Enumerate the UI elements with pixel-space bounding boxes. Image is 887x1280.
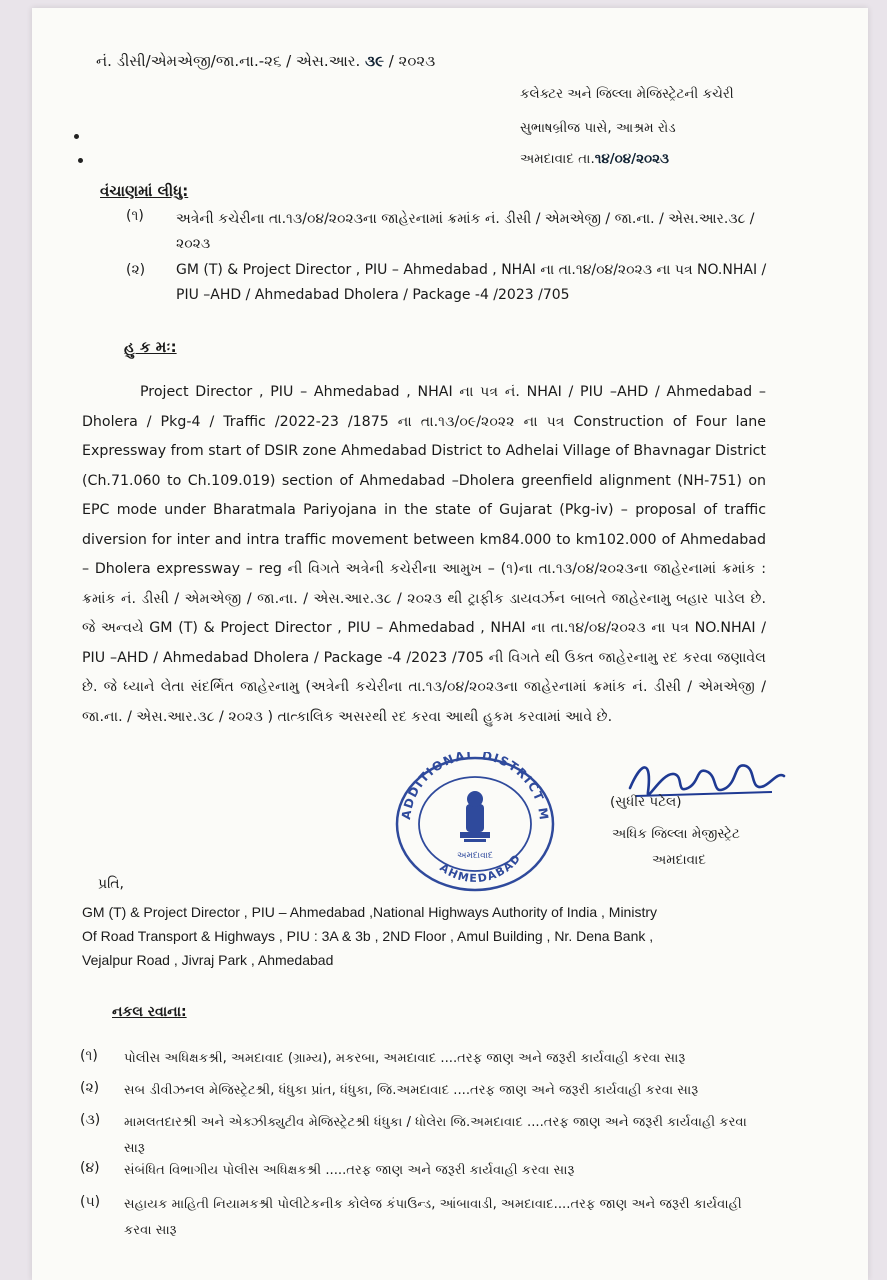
punch-mark (78, 158, 83, 163)
read-item-text: અત્રેની કચેરીના તા.૧૩/૦૪/૨૦૨૩ના જાહેરનામાં ક્રમાંક નં. ડીસી / એમએજી / જા.ના. / એસ.આર.૩૮ / ૨૦૨૩ (176, 211, 755, 252)
copy-item-text: સબ ડીવીઝનલ મેજિસ્ટ્રેટશ્રી, ધંધુકા પ્રાંત, ધંધુકા, જિ.અમદાવાદ ....તરફ જાણ અને જરૂરી કાર્યવાહી કરવા સારૂ (124, 1083, 699, 1098)
signatory-place: અમદાવાદ (652, 852, 706, 868)
read-item-text: GM (T) & Project Director , PIU – Ahmedabad , NHAI ના તા.૧૪/૦૪/૨૦૨૩ ના પત્ર NO.NHAI / PIU –AHD / Ahmedabad Dholera / Package -4 /2023 /705 (176, 262, 767, 303)
signatory-designation: અધિક જિલ્લા મેજીસ્ટ્રેટ (612, 826, 740, 842)
copy-item-text: પોલીસ અધિક્ષકશ્રી, અમદાવાદ (ગ્રામ્ય), મકરબા, અમદાવાદ ....તરફ જાણ અને જરૂરી કાર્યવાહી કરવા સારૂ (124, 1051, 686, 1066)
read-heading: વંચાણમાં લીધુ: (100, 182, 189, 200)
read-item-number: (૨) (126, 262, 146, 278)
to-address-line: Of Road Transport & Highways , PIU : 3A & 3b , 2ND Floor , Amul Building , Nr. Dena Bank , (82, 928, 654, 944)
seal-outer-text: ADDITIONAL DISTRICT M (399, 752, 552, 823)
copy-item-number: (૨) (80, 1080, 100, 1096)
punch-mark (74, 134, 79, 139)
copy-item-number: (૫) (80, 1194, 101, 1210)
reference-suffix: / ૨૦૨૩ (388, 52, 436, 70)
order-heading: હુ ક મઃ: (124, 338, 177, 356)
emblem-icon (460, 791, 490, 842)
copy-item-number: (૩) (80, 1112, 101, 1128)
copy-item-text: મામલતદારશ્રી અને એક્ઝીક્યુટીવ મેજિસ્ટ્રેટશ્રી ધંધુકા / ધોલેરા જિ.અમદાવાદ ....તરફ જાણ અને જરૂરી કાર્યવાહી કરવા સારૂ (124, 1115, 747, 1156)
to-address-line: Vejalpur Road , Jivraj Park , Ahmedabad (82, 952, 334, 968)
office-name: કલેક્ટર અને જિલ્લા મેજિસ્ટ્રેટની કચેરી (520, 86, 734, 102)
copy-item-text: સંબંધિત વિભાગીય પોલીસ અધિક્ષકશ્રી .....તરફ જાણ અને જરૂરી કાર્યવાહી કરવા સારૂ (124, 1163, 575, 1178)
to-address-line: GM (T) & Project Director , PIU – Ahmedabad ,National Highways Authority of India , Ministry (82, 904, 657, 920)
reference-prefix: નં. ડીસી/એમએજી/જા.ના.-૨૬ / એસ.આર. (96, 52, 361, 70)
read-item-number: (૧) (126, 208, 144, 224)
order-paragraph: Project Director , PIU – Ahmedabad , NHAI ના પત્ર નં. NHAI / PIU –AHD / Ahmedabad – Dholera / Pkg-4 / Traffic /2022-23 /1875 ના તા.૧૩/૦૯/૨૦૨૨ ના પત્ર Construction of Four lane Expressway from start of DSIR zone Ahmedabad District to Adhelai Village of Bhavnagar District (Ch.71.060 to Ch.109.019) section of Ahmedabad –Dholera greenfield alignment (NH-751) on EPC mode under Bharatmala Pariyojana in the state of Gujarat (Pkg-iv) – proposal of traffic diversion for inter and intra traffic movement between km84.000 to km102.000 of Ahmedabad – Dholera expressway – reg ની વિગતે અત્રેની કચેરીના આમુખ – (૧)ના તા.૧૩/૦૪/૨૦૨૩ના જાહેરનામાં ક્રમાંક : ક્રમાંક નં. ડીસી / એમએજી / જા.ના. / એસ.આર.૩૮ / ૨૦૨૩ થી ટ્રાફીક ડાયવર્ઝન બાબતે જાહેરનામુ બહાર પાડેલ છે. જે અન્વયે GM (T) & Project Director , PIU – Ahmedabad , NHAI ના તા.૧૪/૦૪/૨૦૨૩ ના પત્ર NO.NHAI / PIU –AHD / Ahmedabad Dholera / Package -4 /2023 /705 ની વિગતે થી ઉક્ત જાહેરનામુ રદ કરવા જણાવેલ છે. જે ધ્યાને લેતા સંદર્ભિત જાહેરનામુ (અત્રેની કચેરીના તા.૧૩/૦૪/૨૦૨૩ના જાહેરનામાં ક્રમાંક નં. ડીસી / એમએજી / જા.ના. / એસ.આર.૩૮ / ૨૦૨૩ ) તાત્કાલિક અસરથી રદ કરવા આથી હુકમ કરવામાં આવે છે. (82, 384, 766, 725)
reference-number (96, 52, 435, 70)
date-label: અમદાવાદ તા. (520, 151, 595, 167)
copy-item-number: (૧) (80, 1048, 98, 1064)
to-label: પ્રતિ, (98, 876, 124, 892)
copy-item-number: (૪) (80, 1160, 100, 1176)
official-seal (390, 752, 560, 894)
office-date (520, 151, 669, 167)
seal-bottom-text: AHMEDABAD (437, 851, 524, 886)
signatory-name: (સુધીર પટેલ) (610, 794, 682, 810)
copy-item-text: સહાયક માહિતી નિયામકશ્રી પોલીટેકનીક કોલેજ કંપાઉન્ડ, આંબાવાડી, અમદાવાદ....તરફ જાણ અને જરૂરી કાર્યવાહી કરવા સારૂ (124, 1197, 742, 1238)
reference-handwritten-number: ૩૯ (365, 52, 384, 70)
office-address: સુભાષબ્રીજ પાસે, આશ્રમ રોડ (520, 120, 676, 136)
seal-inner-text: અમદાવાદ (457, 851, 493, 861)
date-value: ૧૪/૦૪/૨૦૨૩ (594, 151, 670, 167)
copy-heading: નકલ રવાના: (112, 1004, 187, 1020)
